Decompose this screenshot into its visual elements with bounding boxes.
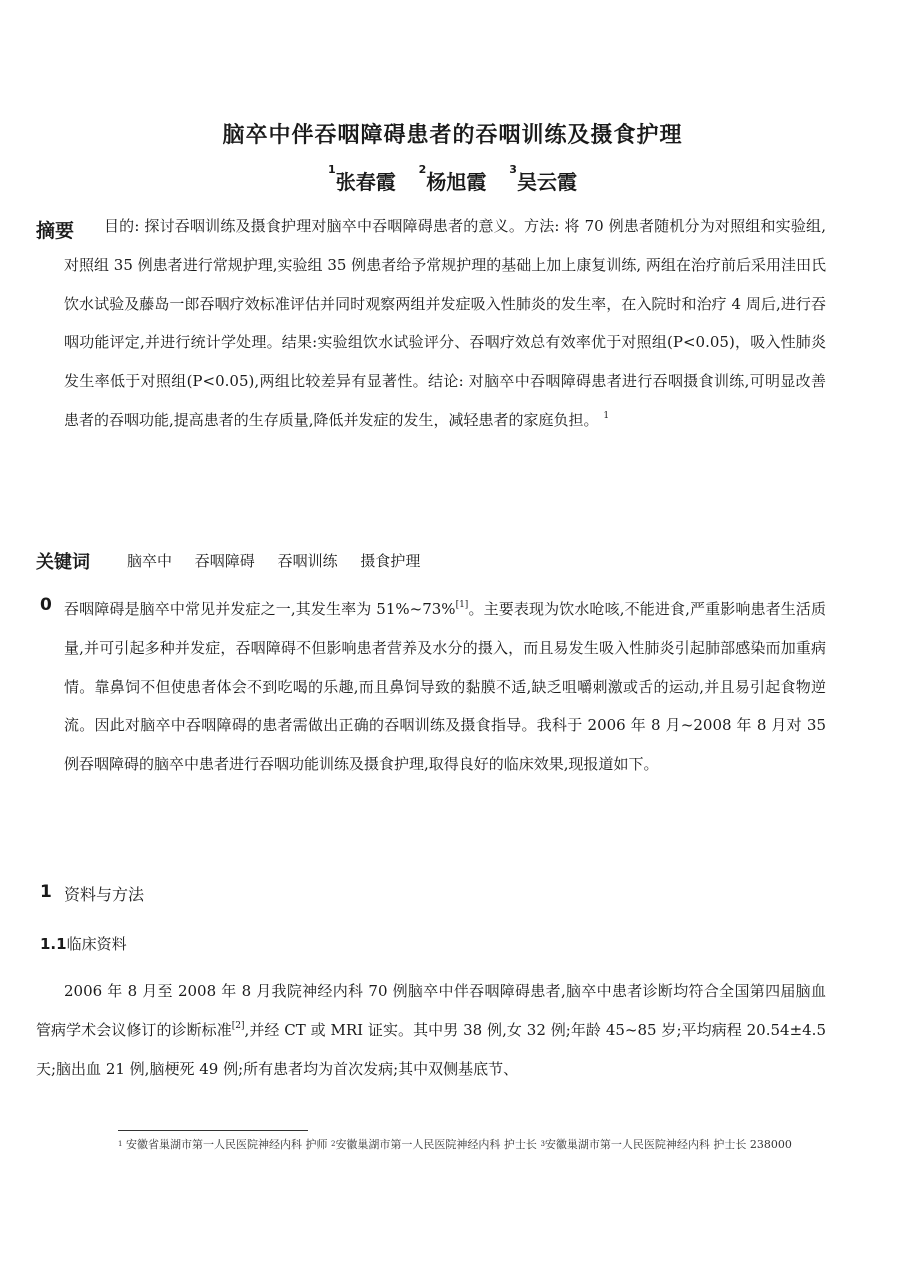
author-line xyxy=(0,163,905,195)
author-3-affil-mark: 3 xyxy=(509,163,517,176)
author-2-name: 杨旭霞 xyxy=(426,170,487,194)
author-1-name: 张春霞 xyxy=(335,170,396,194)
abstract-text xyxy=(64,207,826,440)
para1-text-part-1: 2006 年 8 月至 2008 年 8 月我院神经内科 70 例脑卒中伴吞咽障碍患者,脑卒中患者诊断均符合全国第四届脑血管病学术会议修订的诊断标准 xyxy=(36,982,826,1039)
author-2-affil-mark: 2 xyxy=(418,163,427,176)
section-1-1-title: 临床资料 xyxy=(66,935,127,953)
citation-ref: [1] xyxy=(455,600,469,610)
intro-text-part-1: 吞咽障碍是脑卒中常见并发症之一,其发生率为 51%~73% xyxy=(64,600,456,618)
section-1-1-heading xyxy=(40,933,127,954)
footnote-affiliation: 安徽省巢湖市第一人民医院神经内科 护师 xyxy=(125,1138,328,1151)
footnote-mark: 3 xyxy=(540,1140,545,1148)
paper-title: 脑卒中伴吞咽障碍患者的吞咽训练及摄食护理 xyxy=(222,123,683,148)
footnote-divider xyxy=(118,1130,308,1131)
keyword-item: 吞咽训练 xyxy=(277,552,338,570)
keywords-list xyxy=(127,550,438,571)
para1-text-part-2: ,并经 CT 或 MRI 证实。其中男 38 例,女 32 例;年龄 45~85 岁;平均病程 20.54±4.5 天;脑出血 21 例,脑梗死 49 例;所有患者均为首次发病;其中双侧基底节、 xyxy=(36,1020,826,1078)
author-2 xyxy=(418,163,487,194)
keywords-label: 关键词 xyxy=(36,552,90,573)
footnote-mark: 1 xyxy=(118,1140,123,1148)
keyword-item: 摄食护理 xyxy=(360,552,421,570)
citation-ref: [2] xyxy=(231,1020,245,1031)
author-1-affil-mark: 1 xyxy=(328,163,336,176)
keyword-item: 脑卒中 xyxy=(127,552,173,570)
author-3-name: 吴云霞 xyxy=(516,170,577,194)
footnote-mark: 2 xyxy=(330,1140,336,1148)
section-1-number: 1 xyxy=(40,882,52,902)
footnote-affiliation: 安徽巢湖市第一人民医院神经内科 护士长 238000 xyxy=(544,1138,792,1151)
keyword-item: 吞咽障碍 xyxy=(194,552,255,570)
abstract-footnote-mark: 1 xyxy=(603,410,610,421)
abstract-body: 目的: 探讨吞咽训练及摄食护理对脑卒中吞咽障碍患者的意义。方法: 将 70 例患者随机分为对照组和实验组,对照组 35 例患者进行常规护理,实验组 35 例患者给予常规护理的基础上加上康复训练, 两组在治疗前后采用洼田氏饮水试验及藤岛一郎吞咽疗效标准评估并同时观察两组并发症吸入性肺炎的发生率，在入院时和治疗 4 周后,进行吞咽功能评定,并进行统计学处理。结果:实验组饮水试验评分、吞咽疗效总有效率优于对照组(P<0.05)，吸入性肺炎发生率低于对照组(P<0.05),两组比较差异有显著性。结论: 对脑卒中吞咽障碍患者进行吞咽摄食训练,可明显改善患者的吞咽功能,提高患者的生存质量,降低并发症的发生，减轻患者的家庭负担。 xyxy=(64,217,826,429)
affiliation-footnote xyxy=(118,1136,888,1153)
author-3 xyxy=(509,163,577,194)
section-1-title: 资料与方法 xyxy=(64,885,145,904)
abstract-label: 摘要 xyxy=(36,220,75,242)
intro-paragraph xyxy=(64,590,826,784)
author-1 xyxy=(328,163,396,194)
intro-text-part-2: 。主要表现为饮水呛咳,不能进食,严重影响患者生活质量,并可引起多种并发症，吞咽障碍不但影响患者营养及水分的摄入，而且易发生吸入性肺炎引起肺部感染而加重病情。靠鼻饲不但使患者体会不到吃喝的乐趣,而且鼻饲导致的黏膜不适,缺乏咀嚼刺激或舌的运动,并且易引起食物逆流。因此对脑卒中吞咽障碍的患者需做出正确的吞咽训练及摄食指导。我科于 2006 年 8 月~2008 年 8 月对 35 例吞咽障碍的脑卒中患者进行吞咽功能训练及摄食护理,取得良好的临床效果,现报道如下。 xyxy=(64,600,826,774)
footnote-affiliation: 安徽巢湖市第一人民医院神经内科 护士长 xyxy=(335,1138,537,1151)
clinical-data-paragraph xyxy=(36,972,826,1088)
section-1-1-number: 1.1 xyxy=(40,935,67,953)
intro-section-number: 0 xyxy=(40,595,52,615)
